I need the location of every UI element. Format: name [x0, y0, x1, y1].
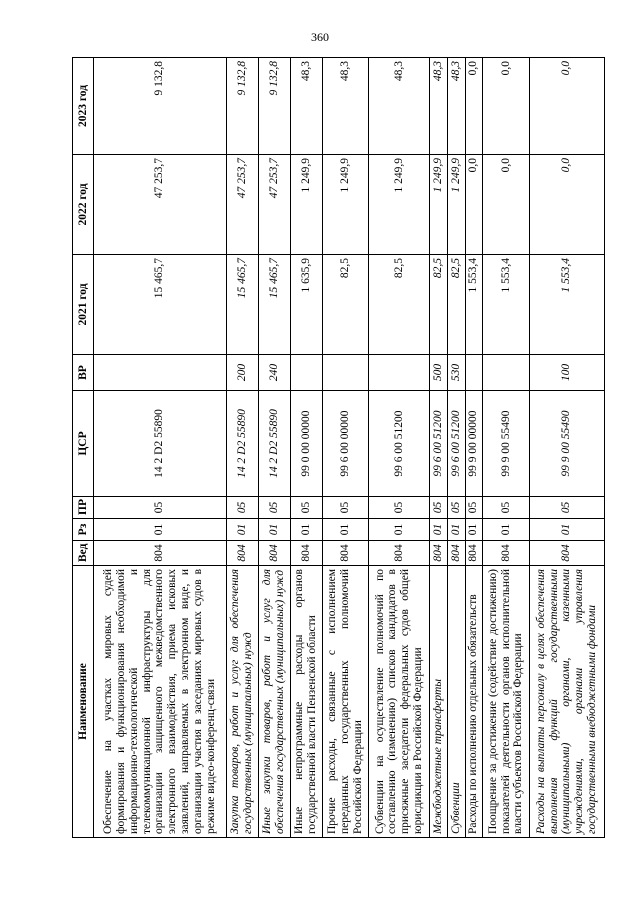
cell-2021: 1 635,9 — [290, 255, 322, 355]
cell-2021: 1 553,4 — [483, 255, 529, 355]
cell-rz: 01 — [465, 519, 483, 541]
table-row — [226, 58, 258, 838]
cell-pr: 05 — [290, 497, 322, 519]
col-header-2023: 2023 год — [73, 58, 94, 155]
col-header-2021: 2021 год — [73, 255, 94, 355]
cell-ved: 804 — [94, 541, 227, 566]
cell-2023: 9 132,8 — [258, 58, 290, 155]
table-row — [258, 58, 290, 838]
cell-pr: 05 — [226, 497, 258, 519]
cell-csr: 99 0 00 00000 — [290, 391, 322, 497]
cell-2021: 82,5 — [369, 255, 430, 355]
cell-pr: 05 — [430, 497, 448, 519]
cell-rz: 01 — [529, 519, 604, 541]
cell-2023: 0,0 — [483, 58, 529, 155]
cell-name: Прочие расходы, связанные с исполнением переданных государственных полномочий Российской Федерации — [322, 566, 368, 838]
cell-vr — [94, 355, 227, 391]
cell-vr: 500 — [430, 355, 448, 391]
cell-csr: 99 9 00 00000 — [465, 391, 483, 497]
cell-rz: 01 — [322, 519, 368, 541]
col-header-vr: ВР — [73, 355, 94, 391]
cell-ved: 804 — [447, 541, 465, 566]
cell-2023: 48,3 — [290, 58, 322, 155]
cell-rz: 01 — [369, 519, 430, 541]
cell-vr: 100 — [529, 355, 604, 391]
cell-vr: 530 — [447, 355, 465, 391]
cell-2022: 47 253,7 — [226, 155, 258, 255]
cell-rz: 01 — [447, 519, 465, 541]
cell-vr — [290, 355, 322, 391]
cell-ved: 804 — [483, 541, 529, 566]
cell-2022: 1 249,9 — [447, 155, 465, 255]
cell-2021: 1 553,4 — [465, 255, 483, 355]
table-row — [447, 58, 465, 838]
cell-2023: 0,0 — [529, 58, 604, 155]
cell-pr: 05 — [322, 497, 368, 519]
cell-ved: 804 — [430, 541, 448, 566]
table-row — [430, 58, 448, 838]
page-number: 360 — [311, 30, 329, 44]
cell-csr: 99 6 00 00000 — [322, 391, 368, 497]
col-header-ved: Вед — [73, 541, 94, 566]
cell-2023: 48,3 — [322, 58, 368, 155]
cell-name: Межбюджетные трансферты — [430, 566, 448, 838]
col-header-rz: Рз — [73, 519, 94, 541]
cell-ved: 804 — [529, 541, 604, 566]
cell-csr: 14 2 D2 55890 — [258, 391, 290, 497]
cell-rz: 01 — [430, 519, 448, 541]
table-frame — [72, 58, 605, 838]
cell-csr: 99 6 00 51200 — [430, 391, 448, 497]
cell-2022: 1 249,9 — [369, 155, 430, 255]
cell-name: Закупка товаров, работ и услуг для обеспечения государственных (муниципальных) нужд — [226, 566, 258, 838]
cell-2023: 48,3 — [447, 58, 465, 155]
cell-csr: 14 2 D2 55890 — [226, 391, 258, 497]
cell-rz: 01 — [258, 519, 290, 541]
cell-ved: 804 — [465, 541, 483, 566]
cell-name: Иные закупки товаров, работ и услуг для обеспечения государственных (муниципальных) нужд — [258, 566, 290, 838]
cell-pr: 05 — [94, 497, 227, 519]
cell-pr: 05 — [483, 497, 529, 519]
cell-2021: 15 465,7 — [226, 255, 258, 355]
cell-pr: 05 — [258, 497, 290, 519]
cell-csr: 99 6 00 51200 — [447, 391, 465, 497]
cell-pr: 05 — [369, 497, 430, 519]
cell-name: Поощрение за достижение (содействие достижению) показателей деятельности органов исполнительной власти субъектов Российской Федерации — [483, 566, 529, 838]
table-header-row — [73, 58, 94, 838]
cell-2022: 1 249,9 — [322, 155, 368, 255]
cell-name: Субвенции — [447, 566, 465, 838]
cell-name: Субвенции на осуществление полномочий по составлению (изменению) списков кандидатов в присяжные заседатели федеральных судов общей юрисдикции в Российской Федерации — [369, 566, 430, 838]
cell-csr: 99 9 00 55490 — [529, 391, 604, 497]
table-row — [94, 58, 227, 838]
col-header-pr: ПР — [73, 497, 94, 519]
cell-csr: 99 6 00 51200 — [369, 391, 430, 497]
cell-name: Расходы на выплаты персоналу в целях обеспечения выполнения функций государственными (муниципальными) органами, казенными учреждениями, органами управления государственными внебюджетными фондами — [529, 566, 604, 838]
cell-ved: 804 — [258, 541, 290, 566]
cell-vr: 240 — [258, 355, 290, 391]
table-row — [529, 58, 604, 838]
cell-2023: 0,0 — [465, 58, 483, 155]
cell-2023: 48,3 — [430, 58, 448, 155]
cell-name: Иные непрограммные расходы органов государственной власти Пензенской области — [290, 566, 322, 838]
cell-2021: 82,5 — [430, 255, 448, 355]
cell-ved: 804 — [226, 541, 258, 566]
cell-name: Расходы по исполнению отдельных обязательств — [465, 566, 483, 838]
cell-csr: 14 2 D2 55890 — [94, 391, 227, 497]
cell-2021: 15 465,7 — [258, 255, 290, 355]
cell-2022: 47 253,7 — [94, 155, 227, 255]
cell-vr: 200 — [226, 355, 258, 391]
table-row — [369, 58, 430, 838]
cell-2022: 0,0 — [465, 155, 483, 255]
cell-vr — [483, 355, 529, 391]
cell-rz: 01 — [483, 519, 529, 541]
cell-2021: 1 553,4 — [529, 255, 604, 355]
cell-2023: 9 132,8 — [94, 58, 227, 155]
cell-2022: 1 249,9 — [430, 155, 448, 255]
budget-table — [72, 57, 605, 838]
col-header-name: Наименование — [73, 566, 94, 838]
cell-pr: 05 — [529, 497, 604, 519]
table-row — [483, 58, 529, 838]
table-row — [465, 58, 483, 838]
table-row — [290, 58, 322, 838]
cell-2022: 47 253,7 — [258, 155, 290, 255]
table-body — [94, 58, 605, 838]
cell-csr: 99 9 00 55490 — [483, 391, 529, 497]
cell-2023: 48,3 — [369, 58, 430, 155]
cell-2021: 82,5 — [447, 255, 465, 355]
cell-ved: 804 — [369, 541, 430, 566]
cell-2022: 0,0 — [529, 155, 604, 255]
cell-2021: 15 465,7 — [94, 255, 227, 355]
cell-2023: 9 132,8 — [226, 58, 258, 155]
cell-rz: 01 — [94, 519, 227, 541]
cell-vr — [322, 355, 368, 391]
cell-2022: 1 249,9 — [290, 155, 322, 255]
cell-ved: 804 — [290, 541, 322, 566]
cell-2022: 0,0 — [483, 155, 529, 255]
table-row — [322, 58, 368, 838]
cell-rz: 01 — [290, 519, 322, 541]
col-header-2022: 2022 год — [73, 155, 94, 255]
cell-pr: 05 — [447, 497, 465, 519]
cell-vr — [465, 355, 483, 391]
cell-rz: 01 — [226, 519, 258, 541]
cell-ved: 804 — [322, 541, 368, 566]
col-header-csr: ЦСР — [73, 391, 94, 497]
cell-pr: 05 — [465, 497, 483, 519]
cell-2021: 82,5 — [322, 255, 368, 355]
cell-vr — [369, 355, 430, 391]
cell-name: Обеспечение на участках мировых судей формирования и функционирования необходимой информационно-технологической и телекоммуникационной инфраструктуры для организации защищенного межведомственного электронного взаимодействия, приема исковых заявлений, направляемых в электронном виде, и организации участия в заседаниях мировых судов в режиме видео-конференц-связи — [94, 566, 227, 838]
